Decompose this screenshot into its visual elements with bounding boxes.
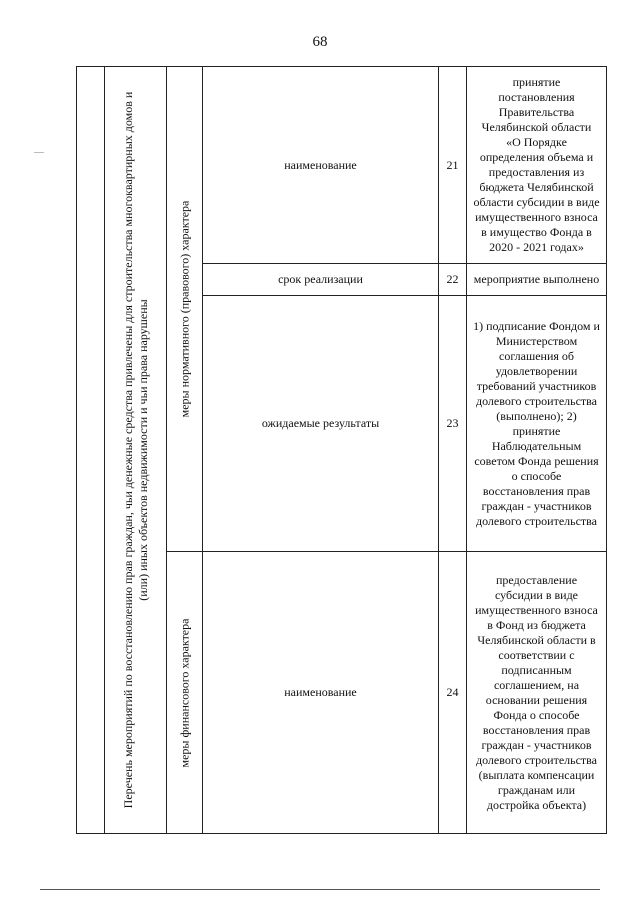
- row-value: принятие постановления Правительства Челябинской области «О Порядке определения объема и предоставления из бюджета Челябинской области субсидии в виде имущественного взноса в имущество Фонда в 2020 - 2021 годах»: [467, 67, 607, 264]
- row-name: наименование: [203, 552, 439, 834]
- row-name: ожидаемые результаты: [203, 296, 439, 552]
- margin-mark: [34, 152, 44, 153]
- blank-column-cell: [77, 67, 105, 834]
- row-value: предоставление субсидии в виде имущественного взноса в Фонд из бюджета Челябинской области в соответствии с подписанным соглашением, на основании решения Фонда о способе восстановления прав граждан - участников долевого строительства (выплата компенсации гражданам или достройка объекта): [467, 552, 607, 834]
- group-normative-label: меры нормативного (правового) характера: [177, 200, 191, 418]
- row-number: 23: [439, 296, 467, 552]
- group-financial-cell: [167, 552, 203, 834]
- table-row: [77, 67, 607, 264]
- list-header-text: Перечень мероприятий по восстановлению прав граждан, чьи денежные средства привлечены для строительства многоквартирных домов и (или) иных объектов недвижимости и чьи права нарушены: [120, 91, 150, 809]
- measures-table: [76, 66, 607, 834]
- row-number: 24: [439, 552, 467, 834]
- row-name: наименование: [203, 67, 439, 264]
- page-number: 68: [312, 34, 328, 50]
- row-number: 21: [439, 67, 467, 264]
- row-value: 1) подписание Фондом и Министерством соглашения об удовлетворении требований участников долевого строительства (выполнено); 2) принятие Наблюдательным советом Фонда решения о способе восстановления прав граждан - участников долевого строительства: [467, 296, 607, 552]
- list-header-cell: [105, 67, 167, 834]
- group-financial-label: меры финансового характера: [177, 618, 191, 767]
- row-name: срок реализации: [203, 264, 439, 296]
- group-normative-cell: [167, 67, 203, 552]
- row-value: мероприятие выполнено: [467, 264, 607, 296]
- footer-divider: [40, 889, 600, 890]
- row-number: 22: [439, 264, 467, 296]
